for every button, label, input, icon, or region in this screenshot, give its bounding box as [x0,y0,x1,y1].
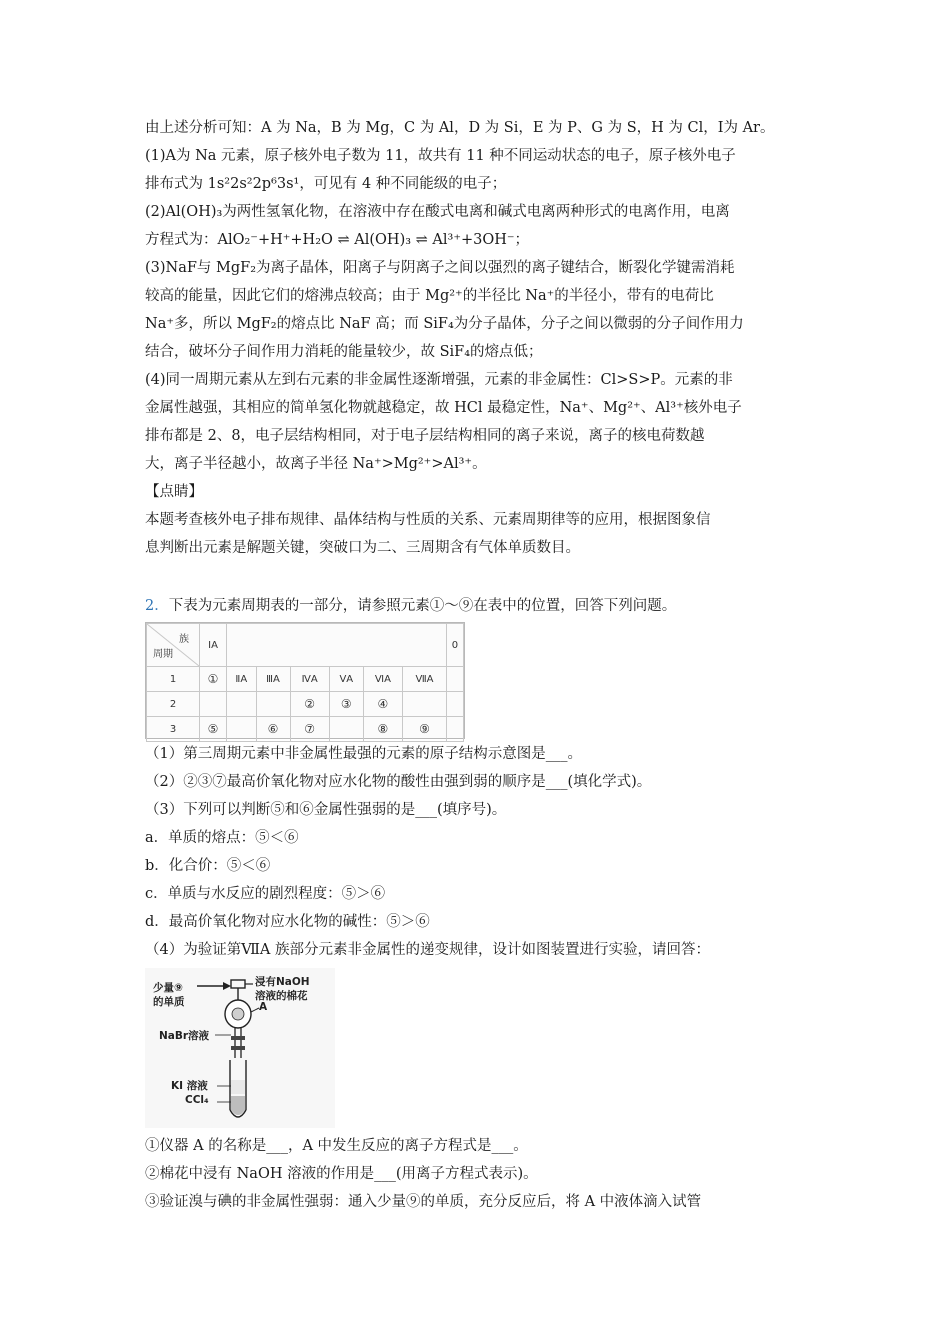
analysis-line-5: 方程式为：AlO₂⁻+H⁺+H₂O ⇌ Al(OH)₃ ⇌ Al³⁺+3OH⁻； [145,232,530,248]
header-cell: 0 [446,624,463,667]
table-cell: ① [200,667,227,692]
table-cell [446,717,463,742]
period-label: 3 [147,717,200,742]
label-naoh-cotton-2: 溶液的棉花 [255,990,308,1002]
table-corner [147,624,200,667]
label-nabr-solution: NaBr溶液 [159,1030,210,1042]
dianjing-title: 【点睛】 [145,484,203,500]
table-cell [227,692,256,717]
table-cell [227,717,256,742]
table-cell: ⅤA [329,667,363,692]
table-cell: ⑤ [200,717,227,742]
label-small-amount: 少量⑨ [153,982,183,994]
label-ccl4: CCl₄ [185,1094,209,1106]
dianjing-line-1: 本题考查核外电子排布规律、晶体结构与性质的关系、元素周期律等的应用，根据图象信 [145,512,711,528]
analysis-line-4: (2)Al(OH)₃为两性氢氧化物，在溶液中存在酸式电离和碱式电离两种形式的电离作用，电离 [145,204,730,220]
dianjing-line-2: 息判断出元素是解题关键，突破口为二、三周期含有气体单质数目。 [145,540,580,556]
question-2-stem [145,596,810,616]
table-cell: ⑨ [403,717,447,742]
analysis-line-6: (3)NaF与 MgF₂为离子晶体，阳离子与阴离子之间以强烈的离子键结合，断裂化学键需消耗 [145,260,735,276]
option-d: d．最高价氧化物对应水化物的碱性：⑤＞⑥ [145,914,430,930]
analysis-line-1: 由上述分析可知：A 为 Na，B 为 Mg，C 为 Al，D 为 Si，E 为 P、G 为 S，H 为 Cl，I为 Ar。 [145,120,775,136]
corner-group-label: 族 [179,634,189,645]
table-cell: ⅣA [290,667,329,692]
subquestion-3: （3）下列可以判断⑤和⑥金属性强弱的是___(填序号)。 [145,802,507,818]
analysis-line-9: 结合，破坏分子间作用力消耗的能量较少，故 SiF₄的熔点低； [145,344,543,360]
period-label: 1 [147,667,200,692]
analysis-line-7: 较高的能量，因此它们的熔沸点较高；由于 Mg²⁺的半径比 Na⁺的半径小，带有的电荷比 [145,288,714,304]
periodic-table-excerpt [145,622,465,739]
table-cell: ⅡA [227,667,256,692]
table-cell: ⅥA [363,667,402,692]
table-cell: ③ [329,692,363,717]
label-ki-solution: KI 溶液 [171,1080,208,1092]
table-row [147,667,464,692]
header-cell [227,624,447,667]
label-naoh-cotton: 浸有NaOH [255,976,310,988]
analysis-line-11: 金属性越强，其相应的简单氢化物就越稳定，故 HCl 最稳定性，Na⁺、Mg²⁺、Al³⁺核外电子 [145,400,742,416]
period-label: 2 [147,692,200,717]
option-b: b．化合价：⑤＜⑥ [145,858,271,874]
question-2-number: 2． [145,598,169,614]
table-cell: ⑥ [256,717,290,742]
analysis-line-8: Na⁺多，所以 MgF₂的熔点比 NaF 高；而 SiF₄为分子晶体，分子之间以微弱的分子间作用力 [145,316,744,332]
header-cell: ⅠA [200,624,227,667]
table-cell: ② [290,692,329,717]
analysis-line-2: (1)A为 Na 元素，原子核外电子数为 11，故共有 11 种不同运动状态的电子，原子核外电子 [145,148,736,164]
analysis-line-13: 大，离子半径越小，故离子半径 Na⁺>Mg²⁺>Al³⁺。 [145,456,487,472]
q4-part-1: ①仪器 A 的名称是___，A 中发生反应的离子方程式是___。 [145,1138,528,1154]
table-cell [329,717,363,742]
table-cell: ⅦA [403,667,447,692]
label-element-substance: 的单质 [153,996,185,1008]
table-cell [446,667,463,692]
table-cell [403,692,447,717]
question-2-text: 下表为元素周期表的一部分，请参照元素①～⑨在表中的位置，回答下列问题。 [168,598,677,614]
experiment-apparatus-figure [145,968,335,1128]
analysis-line-10: (4)同一周期元素从左到右元素的非金属性逐渐增强，元素的非金属性：Cl>S>P。元素的非 [145,372,733,388]
table-cell [256,692,290,717]
table-cell: ④ [363,692,402,717]
analysis-line-3: 排布式为 1s²2s²2p⁶3s¹，可见有 4 种不同能级的电子； [145,176,507,192]
table-cell [200,692,227,717]
subquestion-2: （2）②③⑦最高价氧化物对应水化物的酸性由强到弱的顺序是___(填化学式)。 [145,774,652,790]
q4-part-2: ②棉花中浸有 NaOH 溶液的作用是___(用离子方程式表示)。 [145,1166,538,1182]
analysis-line-12: 排布都是 2、8，电子层结构相同，对于电子层结构相同的离子来说，离子的核电荷数越 [145,428,705,444]
table-row [147,717,464,742]
option-c: c．单质与水反应的剧烈程度：⑤＞⑥ [145,886,386,902]
table-cell: ⑦ [290,717,329,742]
table-row [147,692,464,717]
table-cell: ⑧ [363,717,402,742]
table-cell: ⅢA [256,667,290,692]
table-cell [446,692,463,717]
subquestion-1: （1）第三周期元素中非金属性最强的元素的原子结构示意图是___。 [145,746,582,762]
corner-period-label: 周期 [153,649,173,660]
q4-part-3: ③验证溴与碘的非金属性强弱：通入少量⑨的单质，充分反应后，将 A 中液体滴入试管 [145,1194,702,1210]
option-a: a．单质的熔点：⑤＜⑥ [145,830,299,846]
subquestion-4: （4）为验证第ⅦA 族部分元素非金属性的递变规律，设计如图装置进行实验，请回答： [145,942,711,958]
label-instrument-a: A [259,1001,268,1013]
